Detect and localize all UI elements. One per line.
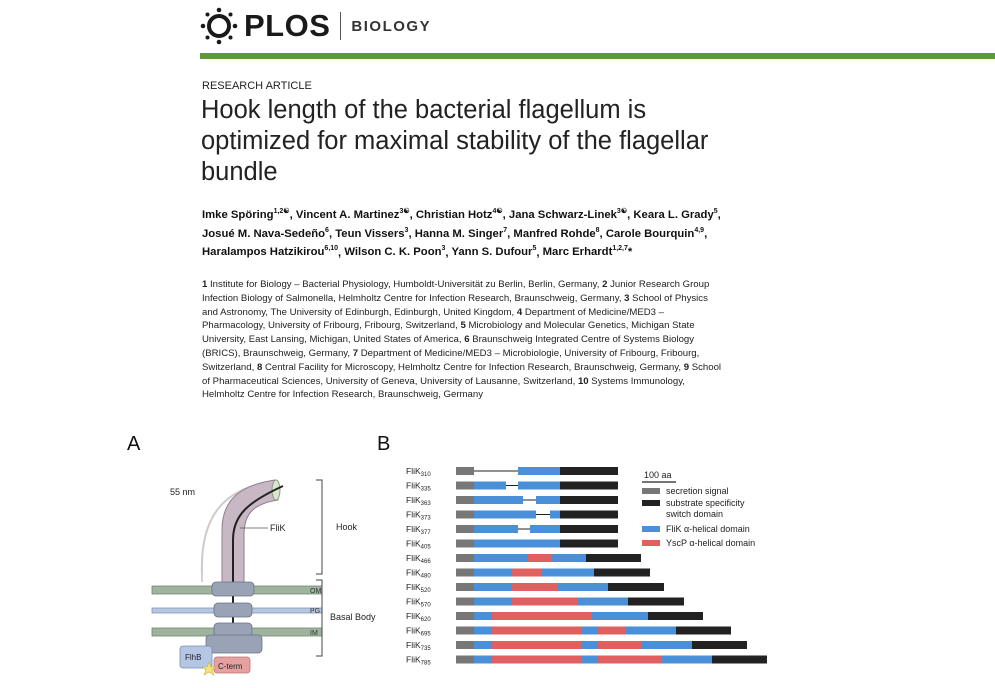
domain-segment (542, 569, 594, 577)
construct-base: FliK (406, 466, 421, 476)
author-list: Imke Spöring$^{1,2☯}$, Vincent A. Martinez$^{3☯}$, Christian Hotz$^{4☯}$, Jana Schwarz-Linek$^{3☯}$, Keara L. Grady$^5$, Josué M. Nava-Sedeño$^6$, Teun Vissers$^3$, Hanna M. Singer$^7$, Manfred Rohde$^8$, Carole Bourquin$^{4,9}$, Haralampos Hatzikirou$^{6,10}$, Wilson C. K. Poon$^3$, Yann S. Dufour$^5$, Marc Erhardt$^{1,2,7}$* (202, 208, 721, 259)
construct-base: FliK (406, 625, 421, 636)
domain-segment (608, 583, 664, 591)
domain-segment (560, 511, 618, 519)
panel-a-diagram (140, 460, 400, 685)
author-name: Imke Spöring (202, 208, 274, 221)
domain-segment (628, 598, 684, 606)
author-name: Wilson C. K. Poon (344, 246, 442, 259)
domain-segment (582, 627, 598, 635)
author-name: Marc Erhardt (542, 246, 613, 259)
domain-segment (626, 627, 676, 635)
affiliation-number: 10 (577, 375, 589, 387)
construct-length: 785 (420, 660, 431, 667)
author-affiliation-marker: 6,10 (324, 245, 339, 253)
construct-length: 363 (420, 501, 431, 507)
domain-segment (456, 583, 474, 591)
domain-segment (474, 641, 492, 649)
legend-label: secretion signal (666, 486, 729, 496)
author-name: Carole Bourquin (605, 227, 695, 240)
author[interactable] (202, 246, 338, 258)
domain-segment (712, 656, 767, 664)
affiliation-list (202, 278, 722, 402)
domain-segment (474, 583, 512, 591)
construct-label (406, 611, 431, 623)
author-name: Vincent A. Martinez (295, 208, 400, 221)
domain-segment (582, 641, 598, 649)
domain-segment (558, 583, 608, 591)
domain-segment (550, 511, 560, 519)
domain-segment (560, 467, 618, 475)
domain-segment (692, 641, 747, 649)
domain-segment (530, 525, 560, 533)
basal-body-label: Basal Body (330, 612, 376, 622)
legend-label: YscP α-helical domain (666, 538, 756, 548)
plos-logo[interactable] (200, 6, 431, 46)
domain-segment (474, 569, 512, 577)
domain-segment (456, 554, 474, 562)
construct-label (406, 539, 431, 551)
affiliation-number: 8 (256, 361, 263, 373)
l-ring (212, 582, 254, 596)
legend-swatch (642, 526, 660, 532)
author[interactable] (416, 209, 503, 221)
author[interactable] (513, 228, 599, 240)
domain-segment (492, 656, 582, 664)
construct-label (406, 597, 431, 609)
affiliation-text: Institute for Biology – Bacterial Physiology, Humboldt-Universität zu Berlin, Berlin, Germany, (210, 279, 600, 290)
domain-segment (474, 540, 560, 548)
affiliation-text: Systems Immunology, Helmholtz Centre for Infection Research, Braunschweig, Germany (202, 375, 685, 401)
construct-label (406, 626, 431, 638)
construct-label (406, 524, 431, 536)
construct-base: FliK (406, 509, 421, 520)
author-affiliation-marker: 8 (595, 226, 600, 234)
construct-base: FliK (406, 495, 421, 505)
author-affiliation-marker: 3☯ (616, 208, 628, 215)
construct-base: FliK (406, 480, 421, 491)
domain-segment (560, 496, 618, 504)
domain-segment (582, 656, 598, 664)
construct-label (406, 466, 431, 478)
domain-segment (456, 496, 474, 504)
author-affiliation-marker: 5 (532, 245, 537, 253)
im-label: IM (310, 630, 318, 637)
domain-segment (512, 583, 558, 591)
construct-label (406, 655, 431, 667)
header-rule (200, 53, 995, 59)
domain-segment (456, 511, 474, 519)
affiliation-number: 6 (464, 334, 470, 346)
hook-bracket (316, 480, 322, 574)
author-affiliation-marker: 6 (325, 226, 329, 234)
construct-length: 310 (420, 472, 431, 478)
domain-segment (598, 627, 626, 635)
affiliation-text: Braunschweig Integrated Centre of Systems Biology (BRICS), Braunschweig, Germany, (202, 334, 695, 359)
construct-base: FliK (406, 553, 421, 563)
author-name: Hanna M. Singer (414, 227, 504, 240)
author-affiliation-marker: 3 (441, 245, 446, 253)
construct-base: FliK (406, 640, 421, 650)
pg-label: PG (310, 608, 321, 615)
author-affiliation-marker: 1,2,7 (612, 245, 628, 253)
domain-segment (456, 627, 474, 635)
construct-base: FliK (406, 524, 421, 534)
om-label: OM (310, 588, 322, 595)
construct-base: FliK (406, 611, 421, 621)
author-affiliation-marker: 4,9 (694, 226, 705, 234)
domain-segment (492, 627, 582, 635)
affiliation-number: 4 (516, 306, 523, 318)
construct-base: FliK (406, 596, 421, 607)
domain-segment (528, 554, 552, 562)
construct-length: 620 (420, 617, 431, 623)
domain-segment (560, 525, 618, 533)
author[interactable] (415, 228, 507, 240)
construct-length: 466 (420, 559, 431, 565)
affiliation-text: School of Pharmaceutical Sciences, University of Geneva, University of Lausanne, Switzerland, (202, 361, 722, 387)
construct-label (406, 481, 431, 493)
cterm-label: C-term (218, 662, 243, 671)
construct-base: FliK (406, 654, 421, 665)
domain-segment (536, 496, 560, 504)
author[interactable] (202, 209, 290, 221)
domain-segment (592, 612, 648, 620)
author[interactable] (606, 228, 704, 240)
article-type: RESEARCH ARTICLE (202, 80, 312, 92)
domain-segment (512, 569, 542, 577)
flhb-label: FlhB (185, 653, 202, 662)
domain-segment (456, 569, 474, 577)
length-label: 55 nm (170, 487, 196, 497)
affiliation-number: 3 (624, 292, 630, 304)
legend-label: FliK α-helical domain (666, 524, 750, 534)
affiliation-text: Microbiology and Molecular Genetics, Michigan State University, East Lansing, Michigan, United States of America, (202, 320, 695, 346)
domain-segment (456, 612, 474, 620)
affiliation-number: 9 (683, 361, 690, 373)
domain-segment (474, 554, 528, 562)
construct-label (406, 568, 431, 580)
affiliation-text: Central Facility for Microscopy, Helmholtz Centre for Infection Research, Braunschweig, Germany, (264, 361, 682, 373)
domain-segment (474, 496, 523, 504)
domain-segment (474, 612, 492, 620)
legend-swatch (642, 488, 660, 494)
construct-label (406, 582, 431, 594)
domain-segment (552, 554, 586, 562)
domain-segment (512, 598, 578, 606)
author-affiliation-marker: 5 (713, 208, 718, 215)
affiliation-text: Department of Medicine/MED3 – Pharmacology, University of Fribourg, Fribourg, Switzerland, (202, 306, 665, 332)
domain-segment (474, 511, 536, 519)
hook-label: Hook (336, 522, 358, 532)
domain-segment (586, 554, 641, 562)
legend-swatch (642, 540, 660, 546)
author-affiliation-marker: 3 (404, 226, 409, 234)
affiliation-number: 2 (602, 279, 608, 290)
domain-segment (474, 598, 512, 606)
construct-length: 695 (420, 631, 431, 638)
domain-segment (518, 482, 560, 490)
flik-label: FliK (270, 523, 286, 533)
logo-separator (340, 12, 341, 40)
article-title: Hook length of the bacterial flagellum is optimized for maximal stability of the flagellar bundle (201, 96, 709, 186)
construct-length: 480 (420, 573, 431, 580)
domain-segment (456, 598, 474, 606)
construct-length: 735 (420, 646, 431, 652)
domain-segment (492, 641, 582, 649)
construct-length: 373 (420, 515, 431, 522)
author-affiliation-marker: 1,2☯ (273, 208, 290, 215)
author[interactable] (633, 209, 717, 221)
domain-segment (676, 627, 731, 635)
author[interactable] (296, 209, 410, 221)
domain-segment (560, 540, 618, 548)
affiliation-number: 7 (352, 347, 359, 359)
panel-b-diagram (400, 462, 780, 672)
legend-swatch (642, 500, 660, 506)
construct-length: 405 (420, 544, 431, 551)
panel-b-label: B (377, 433, 391, 455)
author-name: Josué M. Nava-Sedeño (202, 227, 326, 240)
journal-name: BIOLOGY (351, 17, 432, 35)
c-ring (206, 635, 262, 653)
domain-segment (456, 467, 474, 475)
domain-segment (594, 569, 650, 577)
logo-wordmark: PLOS (244, 8, 331, 43)
affiliation-number: 1 (202, 279, 208, 290)
construct-base: FliK (406, 582, 421, 592)
author-affiliation-marker: 7 (503, 226, 508, 234)
domain-segment (492, 612, 592, 620)
author-name: Keara L. Grady (633, 208, 714, 221)
author-name: Teun Vissers (335, 227, 405, 240)
panel-a-label: A (127, 433, 141, 455)
legend-label: substrate specificity switch domain (666, 498, 745, 519)
author[interactable] (543, 246, 633, 258)
author[interactable] (509, 209, 627, 221)
affiliation-number: 5 (460, 320, 466, 332)
construct-label (406, 553, 431, 565)
domain-segment (456, 656, 474, 664)
domain-segment (578, 598, 628, 606)
domain-segment (598, 641, 642, 649)
author-name: Yann S. Dufour (451, 246, 533, 259)
domain-segment (456, 482, 474, 490)
affiliation-text: Department of Medicine/MED3 – Microbiologie, University of Fribourg, Fribourg, Switzerland, (202, 347, 700, 373)
domain-segment (598, 656, 662, 664)
author-affiliation-marker: 3☯ (399, 208, 410, 215)
construct-length: 335 (420, 486, 431, 493)
domain-segment (474, 656, 492, 664)
construct-base: FliK (406, 538, 421, 549)
construct-base: FliK (406, 567, 421, 578)
author-affiliation-marker: 4☯ (492, 208, 503, 215)
domain-segment (662, 656, 712, 664)
domain-segment (518, 467, 560, 475)
construct-label (406, 640, 431, 652)
domain-segment (456, 540, 474, 548)
construct-length: 377 (420, 530, 431, 536)
domain-segment (474, 627, 492, 635)
author[interactable] (202, 228, 329, 240)
author-name: Christian Hotz (415, 208, 493, 221)
affiliation-text: School of Physics and Astronomy, The University of Edinburgh, Edinburgh, United Kingdom, (202, 292, 708, 318)
author-name: Jana Schwarz-Linek (508, 208, 617, 221)
scale-label: 100 aa (644, 470, 672, 480)
author[interactable] (335, 228, 408, 240)
domain-segment (648, 612, 703, 620)
author-name: Manfred Rohde (513, 227, 596, 240)
construct-label (406, 510, 431, 522)
domain-segment (474, 482, 506, 490)
affiliation-text: Junior Research Group Infection Biology of Salmonella, Helmholtz Centre for Infection Research, Braunschweig, Germany, (202, 279, 710, 304)
domain-segment (560, 482, 618, 490)
author[interactable] (451, 246, 536, 258)
author[interactable] (344, 246, 445, 258)
domain-segment (474, 525, 518, 533)
author-name: Haralampos Hatzikirou (202, 246, 325, 259)
construct-label (406, 495, 431, 507)
domain-segment (642, 641, 692, 649)
p-ring (214, 603, 252, 617)
construct-length: 570 (420, 602, 431, 609)
domain-segment (456, 641, 474, 649)
corresponding-author-mark: * (627, 246, 633, 259)
domain-segment (456, 525, 474, 533)
construct-length: 520 (420, 588, 431, 594)
plos-logo-icon (200, 7, 238, 45)
